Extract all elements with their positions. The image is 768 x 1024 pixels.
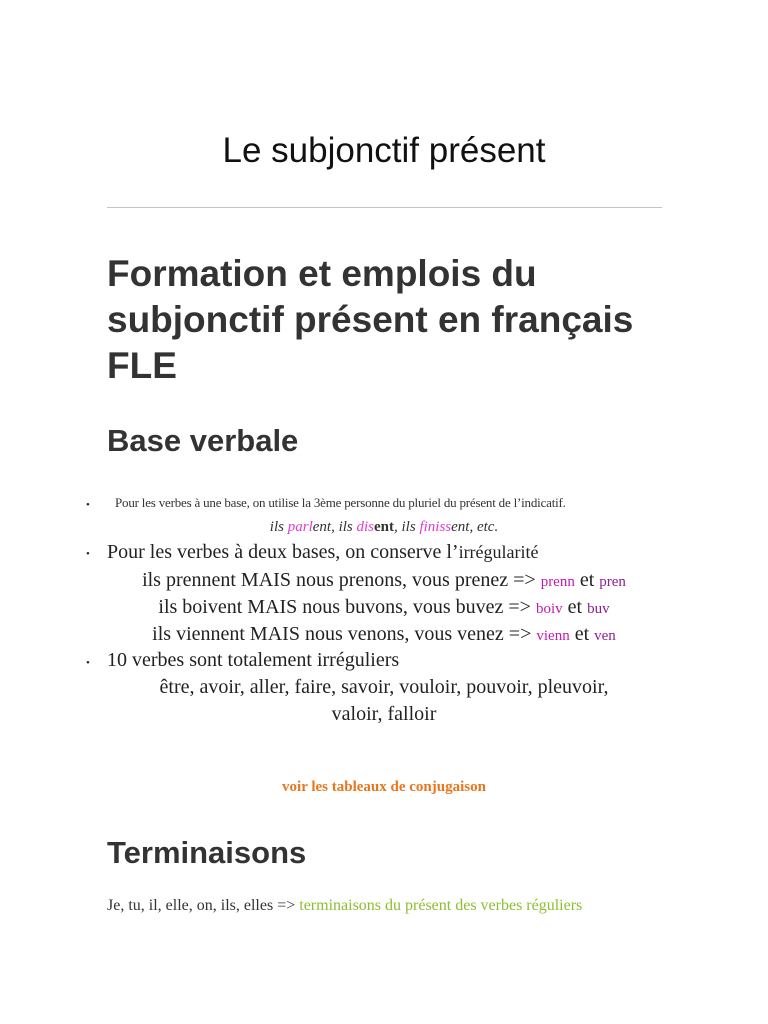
et-word: et bbox=[567, 596, 583, 618]
base-finiss: finiss bbox=[419, 519, 452, 535]
base-parl: parl bbox=[287, 519, 313, 535]
endings-text: Je, tu, il, elle, on, ils, elles => bbox=[107, 897, 296, 914]
example-row bbox=[0, 569, 768, 592]
et-word: et bbox=[574, 623, 590, 645]
base-two: pren bbox=[599, 574, 626, 590]
base-one: boiv bbox=[535, 601, 563, 617]
bullet-irregular-verbs: 10 verbes sont totalement irréguliers bbox=[107, 649, 400, 671]
row-text: ils viennent MAIS nous venons, vous venez => bbox=[152, 623, 532, 645]
divider bbox=[107, 207, 662, 208]
regular-endings-link[interactable]: terminaisons du présent des verbes réguliers bbox=[299, 897, 583, 914]
example-row bbox=[0, 623, 768, 646]
example-text: , ils bbox=[394, 519, 420, 535]
bullet-marker: • bbox=[86, 657, 90, 669]
bullet-marker: • bbox=[86, 499, 90, 511]
bullet-marker: • bbox=[86, 548, 90, 560]
irregular-verbs-line: valoir, falloir bbox=[331, 703, 437, 725]
example-text: ent, ils bbox=[312, 519, 357, 535]
endings-line bbox=[107, 897, 582, 915]
example-text: ils bbox=[269, 519, 288, 535]
irregularite-word: irrégularité bbox=[458, 542, 539, 562]
bullet-text: Pour les verbes à deux bases, on conserve l’ bbox=[107, 541, 459, 563]
base-two: buv bbox=[587, 601, 610, 617]
section-heading-terminaisons: Terminaisons bbox=[107, 835, 307, 870]
example-text: ent, etc. bbox=[451, 519, 499, 535]
base-one: prenn bbox=[540, 574, 575, 590]
et-word: et bbox=[579, 569, 595, 591]
base-one: vienn bbox=[536, 628, 570, 644]
section-heading-base-verbale: Base verbale bbox=[107, 423, 299, 458]
bullet-one-base: Pour les verbes à une base, on utilise la 3ème personne du pluriel du présent de l’indicatif. bbox=[115, 495, 566, 510]
bullet-two-bases bbox=[107, 541, 539, 564]
base-two: ven bbox=[594, 628, 616, 644]
example-row bbox=[0, 596, 768, 619]
conjugation-tables-link[interactable]: voir les tableaux de conjugaison bbox=[282, 779, 486, 795]
irregular-verbs-line: être, avoir, aller, faire, savoir, vouloir, pouvoir, pleuvoir, bbox=[159, 676, 609, 698]
main-heading: Formation et emplois du subjonctif présent en français FLE bbox=[107, 253, 634, 386]
row-text: ils boivent MAIS nous buvons, vous buvez => bbox=[158, 596, 531, 618]
ending-ent: ent bbox=[374, 519, 395, 535]
page-title: Le subjonctif présent bbox=[222, 131, 546, 170]
example-one-base bbox=[0, 519, 768, 536]
base-dis: dis bbox=[356, 519, 375, 535]
row-text: ils prennent MAIS nous prenons, vous prenez => bbox=[142, 569, 536, 591]
